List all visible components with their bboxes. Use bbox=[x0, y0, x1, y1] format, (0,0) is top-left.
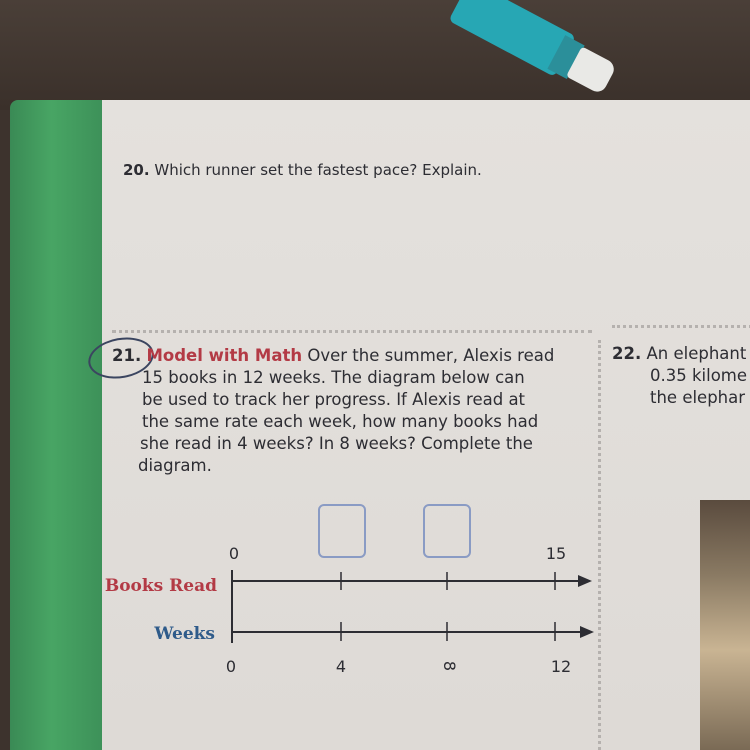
books-read-label: Books Read bbox=[104, 576, 217, 596]
weeks-tick-label-4: 4 bbox=[335, 657, 347, 676]
weeks-label: Weeks bbox=[154, 624, 215, 644]
question-21-text-1: Over the summer, Alexis read bbox=[302, 346, 555, 365]
books-line-arrow bbox=[578, 575, 592, 587]
question-22-line-3: the elephar bbox=[650, 388, 746, 407]
answer-box-8-weeks[interactable] bbox=[424, 505, 470, 557]
question-20-number: 20. bbox=[123, 161, 150, 179]
weeks-line-arrow bbox=[580, 626, 594, 638]
weeks-tick-label-0: 0 bbox=[225, 657, 237, 676]
weeks-tick-label-8: 8 bbox=[440, 660, 459, 672]
question-21-title: Model with Math bbox=[146, 346, 303, 365]
question-20-text: Which runner set the fastest pace? Explain. bbox=[154, 161, 482, 179]
books-tick-label-15: 15 bbox=[545, 544, 567, 563]
question-21-line-6: diagram. bbox=[138, 456, 212, 475]
books-tick-label-0: 0 bbox=[228, 544, 240, 563]
question-22-number: 22. bbox=[612, 344, 642, 363]
question-21-line-4: the same rate each week, how many books had bbox=[142, 412, 539, 431]
question-22-text-1: An elephant bbox=[641, 344, 747, 363]
weeks-tick-label-12: 12 bbox=[550, 657, 572, 676]
question-21-line-2: 15 books in 12 weeks. The diagram below can bbox=[142, 368, 525, 387]
question-21-line-3: be used to track her progress. If Alexis read at bbox=[142, 390, 526, 409]
question-22-line-2: 0.35 kilome bbox=[650, 366, 748, 385]
question-21-line-5: she read in 4 weeks? In 8 weeks? Complete the bbox=[140, 434, 533, 453]
answer-box-4-weeks[interactable] bbox=[319, 505, 365, 557]
question-21-number: 21. bbox=[112, 346, 142, 365]
